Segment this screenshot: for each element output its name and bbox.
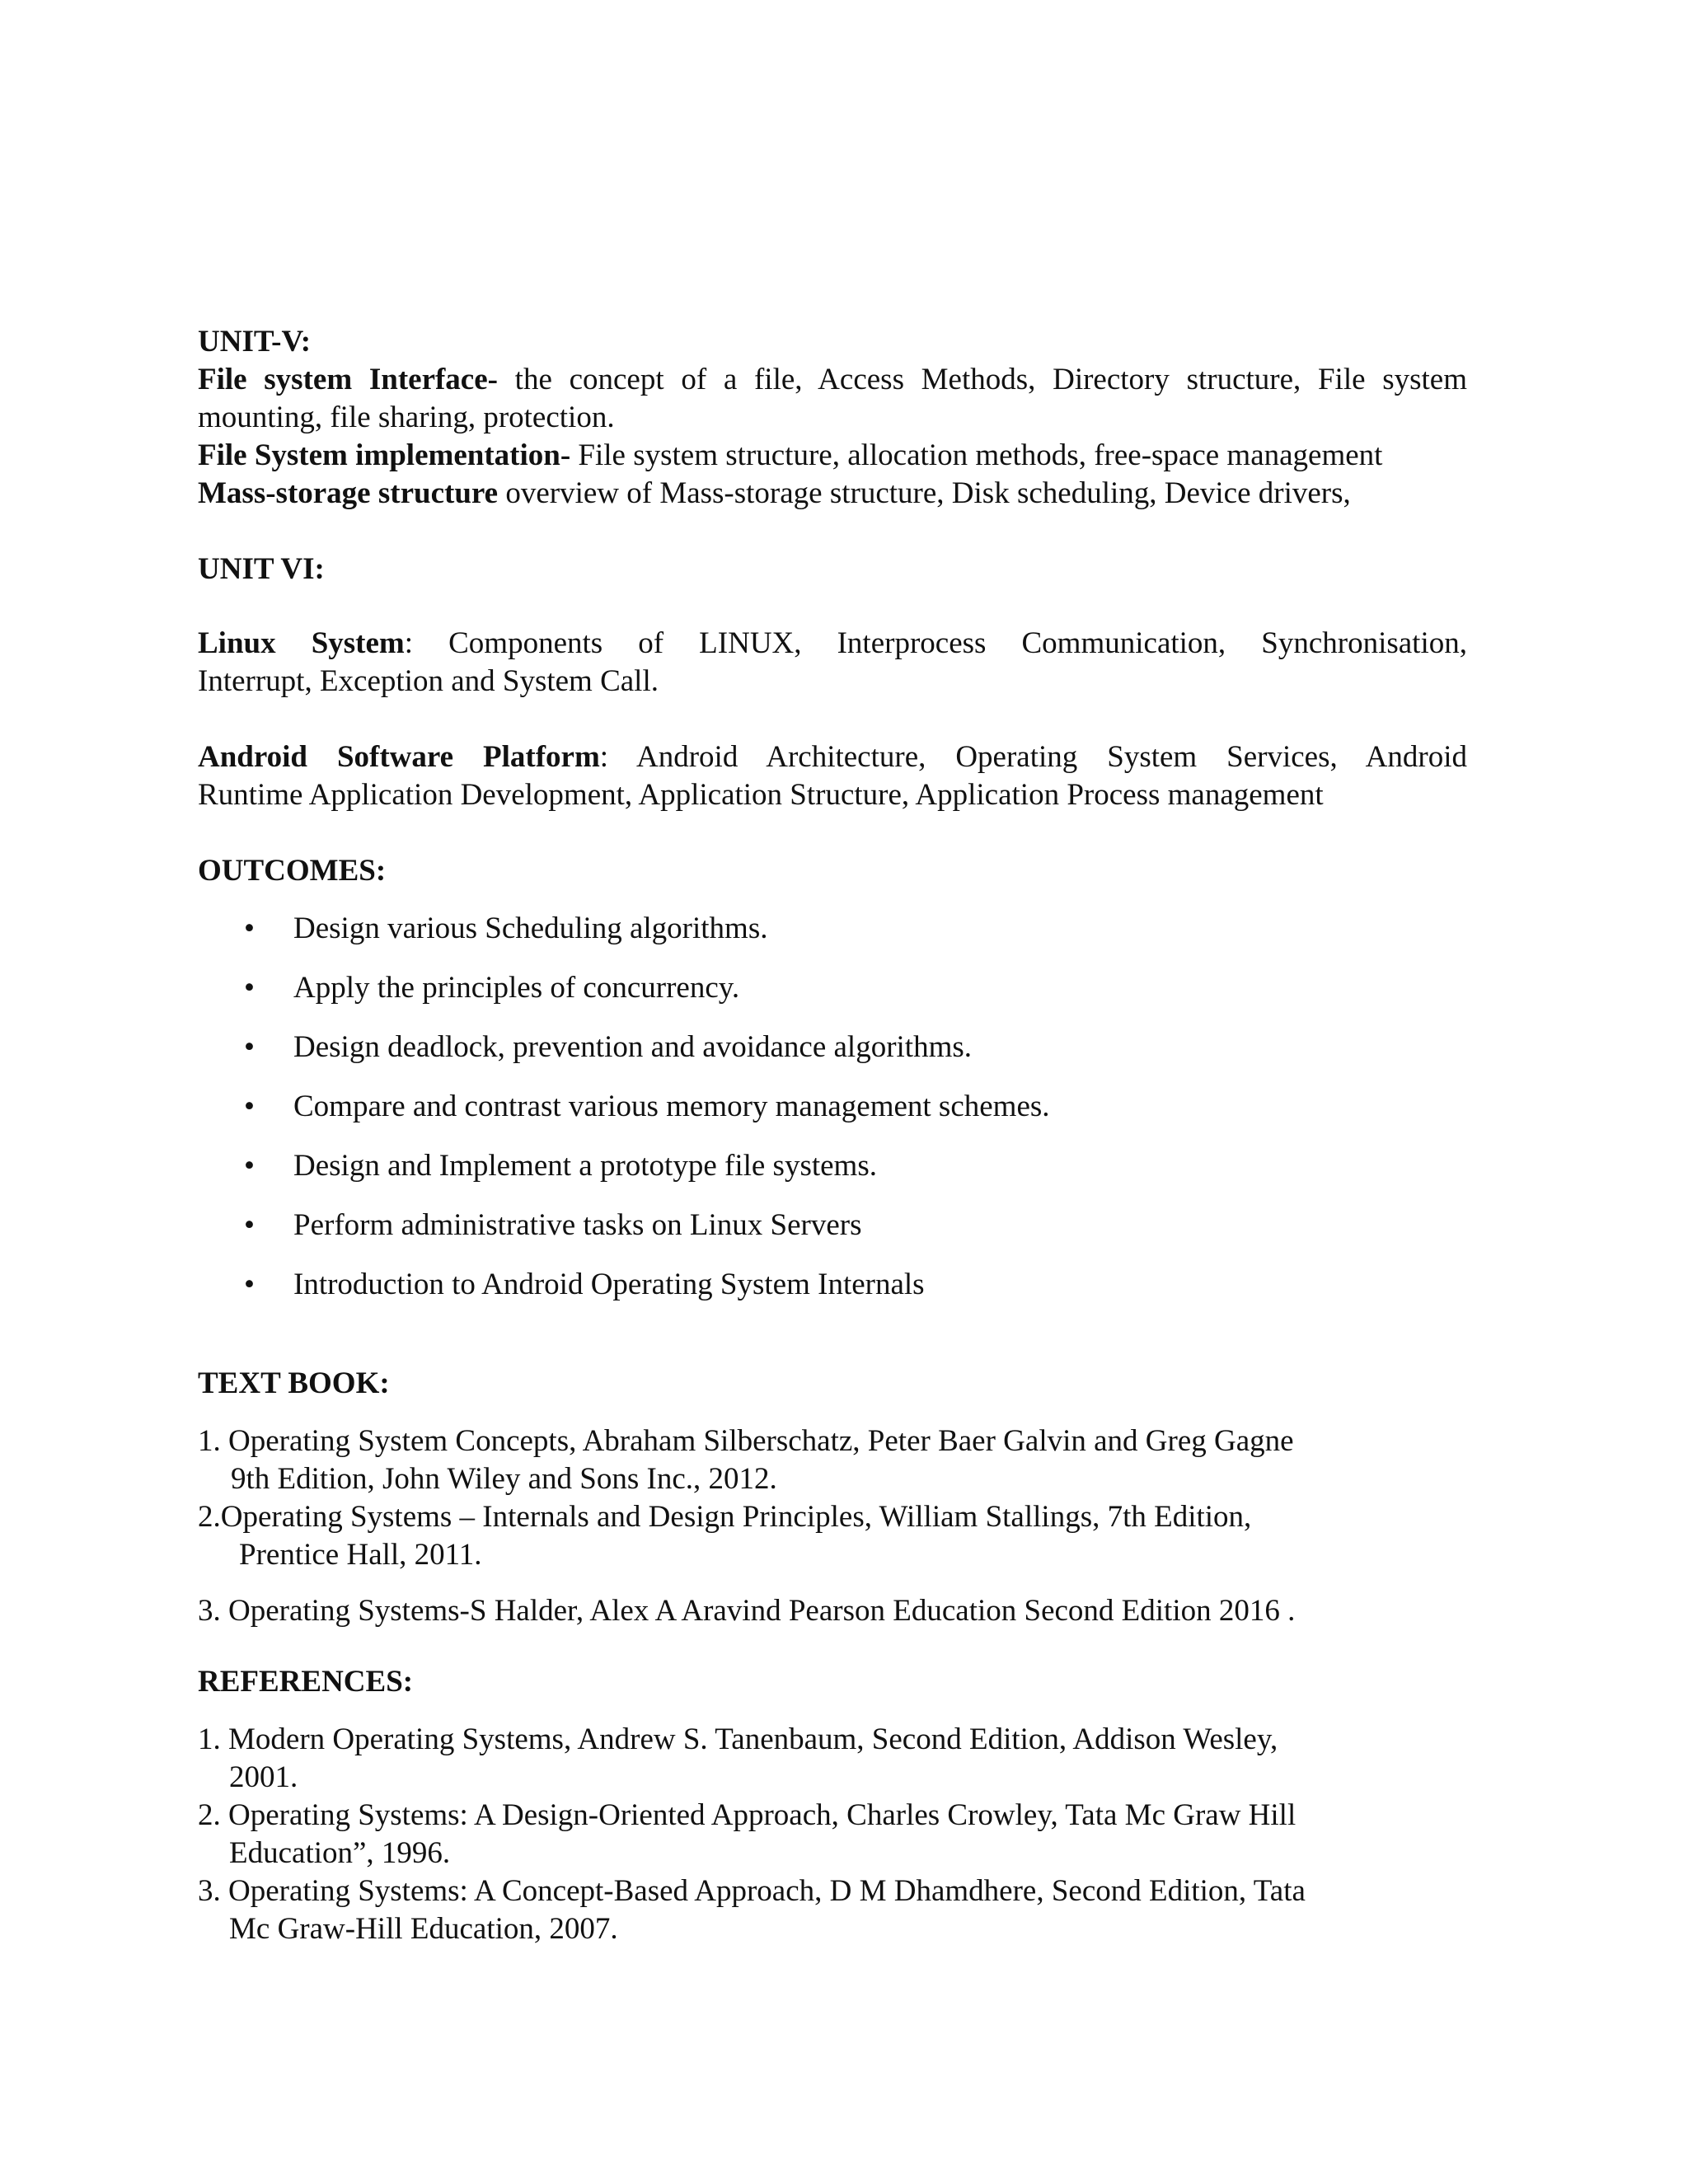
unit5-mass-storage [198,475,1467,513]
unit5-file-system-interface [198,361,1467,437]
unit5-para1-text: the concept of a file, Access Methods, Directory structure, File system [497,363,1468,396]
list-item [198,1422,1451,1498]
references-heading-text: REFERENCES: [198,1665,414,1699]
bullet-icon: • [244,1268,255,1301]
outcome-text: Compare and contrast various memory management schemes. [293,1090,1050,1123]
unit5-heading [198,323,1467,361]
outcome-text: Design various Scheduling algorithms. [293,912,768,945]
list-item [239,1029,1434,1088]
unit6-heading-text: UNIT VI: [198,552,325,586]
list-item [198,1797,1451,1872]
bullet-icon: • [244,1030,255,1064]
unit6-android-text: : Android Architecture, Operating System Services, Android [599,740,1467,774]
outcome-text: Perform administrative tasks on Linux Servers [293,1208,862,1242]
unit5-para2-text: File system structure, allocation methods, free-space management [570,438,1383,472]
outcomes-heading-text: OUTCOMES: [198,854,387,888]
list-item [198,1721,1451,1797]
unit5-file-system-implementation [198,437,1467,475]
list-item [239,1207,1434,1266]
bullet-icon: • [244,912,255,945]
outcomes-list [239,910,1434,1325]
textbook-item1-line1: 1. Operating System Concepts, Abraham Silberschatz, Peter Baer Galvin and Greg Gagne [198,1424,1294,1458]
list-item [198,1872,1451,1948]
list-item [239,1147,1434,1207]
unit6-android-bold: Android Software Platform [198,740,600,774]
references-list [198,1721,1451,1948]
unit6-android-line2: Runtime Application Development, Application Structure, Application Process management [198,778,1324,812]
outcome-text: Design deadlock, prevention and avoidance algorithms. [293,1030,972,1064]
outcomes-heading [198,852,1467,890]
unit6-android-platform [198,738,1467,814]
reference-item3-line2: Mc Graw-Hill Education, 2007. [229,1912,618,1946]
textbook-list [198,1422,1451,1630]
textbook-item2-line2: Prentice Hall, 2011. [239,1538,482,1572]
references-heading [198,1663,1467,1701]
unit5-heading-text: UNIT-V: [198,325,312,359]
textbook-item1-line2: 9th Edition, John Wiley and Sons Inc., 2012. [231,1462,777,1496]
unit6-linux-text: : Components of LINUX, Interprocess Communication, Synchronisation, [404,626,1467,660]
reference-item2-line1: 2. Operating Systems: A Design-Oriented Approach, Charles Crowley, Tata Mc Graw Hill [198,1798,1296,1832]
unit6-linux-line2: Interrupt, Exception and System Call. [198,664,659,698]
unit6-linux-system [198,625,1467,701]
list-item [239,1266,1434,1325]
outcome-text: Apply the principles of concurrency. [293,971,740,1005]
reference-item1-line1: 1. Modern Operating Systems, Andrew S. Tanenbaum, Second Edition, Addison Wesley, [198,1722,1278,1756]
textbook-heading [198,1365,1467,1403]
unit5-para3-text: overview of Mass-storage structure, Disk scheduling, Device drivers, [498,476,1351,510]
outcome-text: Introduction to Android Operating System Internals [293,1268,925,1301]
unit6-linux-bold: Linux System [198,626,405,660]
list-item [239,910,1434,969]
bullet-icon: • [244,1149,255,1183]
unit6-heading [198,551,1467,588]
textbook-item2-line1: 2.Operating Systems – Internals and Design Principles, William Stallings, 7th Edition, [198,1500,1252,1534]
textbook-heading-text: TEXT BOOK: [198,1366,390,1400]
unit5-para1-line2: mounting, file sharing, protection. [198,401,615,434]
bullet-icon: • [244,1208,255,1242]
reference-item3-line1: 3. Operating Systems: A Concept-Based Approach, D M Dhamdhere, Second Edition, Tata [198,1874,1306,1908]
unit6-android-line1 [198,738,1467,776]
unit5-para1-bold: File system Interface- [198,363,498,396]
textbook-item3: 3. Operating Systems-S Halder, Alex A Aravind Pearson Education Second Edition 2016 . [198,1594,1296,1628]
unit5-para1-line1 [198,361,1467,399]
list-item [198,1592,1451,1630]
reference-item2-line2: Education”, 1996. [229,1836,451,1870]
bullet-icon: • [244,1090,255,1123]
unit6-linux-line1 [198,625,1467,663]
bullet-icon: • [244,971,255,1005]
list-item [198,1498,1451,1574]
outcome-text: Design and Implement a prototype file systems. [293,1149,877,1183]
reference-item1-line2: 2001. [229,1760,298,1794]
unit5-para3-bold: Mass-storage structure [198,476,499,510]
unit5-para2-bold: File System implementation- [198,438,571,472]
list-item [239,969,1434,1029]
list-item [239,1088,1434,1147]
